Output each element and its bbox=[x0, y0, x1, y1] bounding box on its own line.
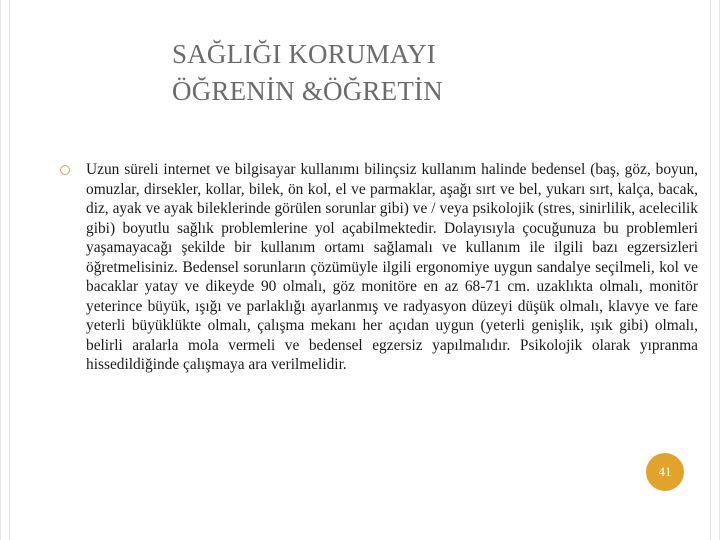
slide-title bbox=[172, 36, 612, 110]
page-number-badge: 41 bbox=[646, 453, 684, 491]
slide-frame-right bbox=[710, 0, 720, 540]
title-line-2: ÖĞRENİN &ÖĞRETİN bbox=[172, 76, 443, 106]
bullet-icon bbox=[60, 165, 70, 175]
body-paragraph: Uzun süreli internet ve bilgisayar kullanımı bilinçsiz kullanım halinde bedensel (baş, göz, boyun, omuzlar, dirsekler, kollar, bilek, ön kol, el ve parmaklar, aşağı sırt ve bel, yukarı sırt, kalça, bacak, diz, ayak ve ayak bileklerinde görülen sorunlar gibi) ve / veya psikolojik (stres, sinirlilik, acelecilik gibi) boyutlu sağlık problemlerine yol açabilmektedir. Dolayısıyla çocuğunuza bu problemleri yaşamayacağı şekilde bir kullanım ortamı sağlamalı ve kullanım ile ilgili bazı egzersizleri öğretmelisiniz. Bedensel sorunların çözümüyle ilgili ergonomiye uygun sandalye seçilmeli, kol ve bacaklar yatay ve dikeyde 90 olmalı, göz monitöre en az 68-71 cm. uzaklıkta olmalı, monitör yeterince büyük, ışığı ve parlaklığı ayarlanmış ve radyasyon düzeyi düşük olmalı, klavye ve fare yeterli büyüklükte olmalı, çalışma mekanı her açıdan uygun (yeterli genişlik, ışık gibi) olmalı, belirli aralarla mola vermeli ve bedensel egzersiz yapılmalıdır. Psikolojik olarak yıpranma hissedildiğinde çalışmaya ara verilmelidir. bbox=[86, 161, 698, 373]
slide-frame-left bbox=[0, 0, 10, 540]
title-line-1: SAĞLIĞI KORUMAYI bbox=[172, 39, 436, 69]
